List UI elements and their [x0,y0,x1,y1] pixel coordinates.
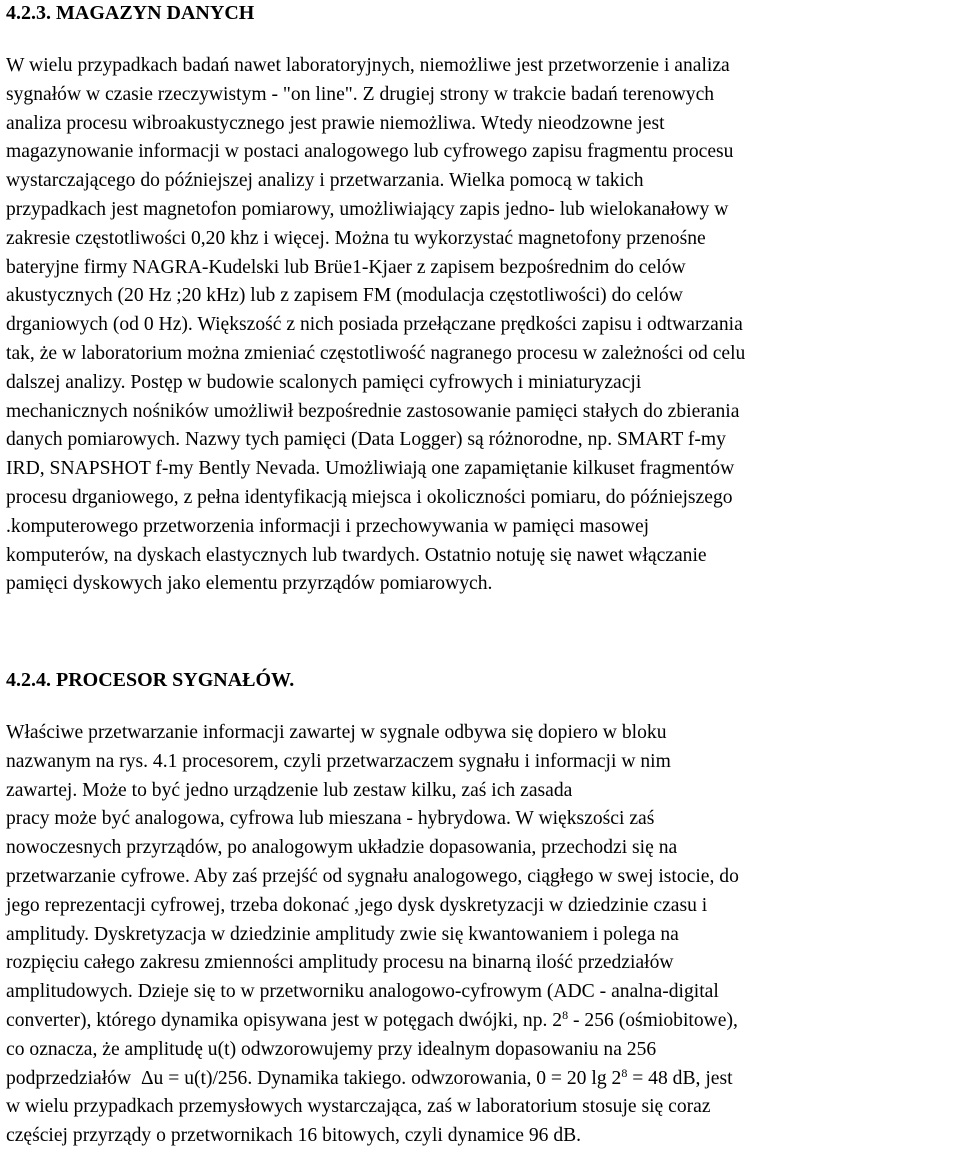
text-line: jego reprezentacji cyfrowej, trzeba dokonać ,jego dysk dyskretyzacji w dziedzinie czasu i [6,894,708,916]
text-line: procesu drganiowego, z pełna identyfikacją miejsca i okoliczności pomiaru, do późniejszego [6,486,733,508]
text-line: nazwanym na rys. 4.1 procesorem, czyli przetwarzaczem sygnału i informacji w nim [6,750,671,772]
text-line-dynamics-formula [6,1065,739,1094]
text-line: pracy może być analogowa, cyfrowa lub mieszana - hybrydowa. W większości zaś [6,808,655,830]
text-fragment: u = u(t)/256. Dynamika takiego. odwzorowania, 0 = 20 lg 2 [153,1067,622,1089]
text-line: magazynowanie informacji w postaci analogowego lub cyfrowego zapisu fragmentu procesu [6,141,734,163]
paragraph-magazyn-danych [6,52,745,599]
text-line: mechanicznych nośników umożliwił bezpośrednie zastosowanie pamięci stałych do zbierania [6,400,740,422]
section-heading-magazyn-danych: 4.2.3. MAGAZYN DANYCH [6,2,255,24]
text-fragment: - 256 (ośmiobitowe), [568,1009,738,1031]
superscript-exponent: 8 [621,1065,628,1080]
text-fragment: podprzedziałów [6,1067,141,1089]
text-line: W wielu przypadkach badań nawet laboratoryjnych, niemożliwe jest przetworzenie i analiza [6,55,730,76]
text-line: amplitudy. Dyskretyzacja w dziedzinie amplitudy zwie się kwantowaniem i polega na [6,923,679,945]
delta-symbol: Δ [140,1067,154,1089]
text-line: tak, że w laboratorium można zmieniać częstotliwość nagranego procesu w zależności od celu [6,342,746,364]
section-heading-procesor-sygnalow: 4.2.4. PROCESOR SYGNAŁÓW. [6,669,295,691]
text-line: .komputerowego przetworzenia informacji i przechowywania w pamięci masowej [6,515,650,537]
text-line: nowoczesnych przyrządów, po analogowym układzie dopasowania, przechodzi się na [6,837,678,859]
text-line: zakresie częstotliwości 0,20 khz i więcej. Można tu wykorzystać magnetofony przenośne [6,227,706,249]
text-line: częściej przyrządy o przetwornikach 16 bitowych, czyli dynamice 96 dB. [6,1125,582,1147]
text-line: amplitudowych. Dzieje się to w przetworniku analogowo-cyfrowym (ADC - analna-digital [6,981,719,1003]
text-line-power-of-two [6,1007,739,1036]
text-line: rozpięciu całego zakresu zmienności amplitudy procesu na binarną ilość przedziałów [6,952,674,974]
text-line: bateryjne firmy NAGRA-Kudelski lub Brüe1-Kjaer z zapisem bezpośrednim do celów [6,256,686,278]
superscript-exponent: 8 [562,1007,569,1022]
text-line: pamięci dyskowych jako elementu przyrządów pomiarowych. [6,573,493,595]
text-line: komputerów, na dyskach elastycznych lub twardych. Ostatnio notuję się nawet włączanie [6,544,707,566]
text-line: przetwarzanie cyfrowe. Aby zaś przejść od sygnału analogowego, ciągłego w swej istocie, do [6,865,739,887]
text-line: sygnałów w czasie rzeczywistym - "on line". Z drugiej strony w trakcie badań terenowych [6,83,715,105]
text-line: wystarczającego do późniejszej analizy i przetwarzania. Wielka pomocą w takich [6,170,644,192]
text-line: co oznacza, że amplitudę u(t) odwzorowujemy przy idealnym dopasowaniu na 256 [6,1038,657,1060]
text-line: dalszej analizy. Postęp w budowie scalonych pamięci cyfrowych i miniaturyzacji [6,371,642,393]
text-line: drganiowych (od 0 Hz). Większość z nich posiada przełączane prędkości zapisu i odtwarzania [6,314,743,336]
text-line: Właściwe przetwarzanie informacji zawartej w sygnale odbywa się dopiero w bloku [6,722,667,743]
text-line: danych pomiarowych. Nazwy tych pamięci (Data Logger) są różnorodne, np. SMART f-my [6,429,726,451]
text-fragment: converter), którego dynamika opisywana jest w potęgach dwójki, np. 2 [6,1009,563,1031]
text-line: akustycznych (20 Hz ;20 kHz) lub z zapisem FM (modulacja częstotliwości) do celów [6,285,683,307]
text-line: analiza procesu wibroakustycznego jest prawie niemożliwa. Wtedy nieodzowne jest [6,112,665,134]
text-line: przypadkach jest magnetofon pomiarowy, umożliwiający zapis jedno- lub wielokanałowy w [6,198,729,220]
text-line: w wielu przypadkach przemysłowych wystarczająca, zaś w laboratorium stosuje się coraz [6,1096,711,1118]
text-fragment: = 48 dB, jest [627,1067,733,1089]
paragraph-procesor-sygnalow [6,719,739,1151]
text-line: IRD, SNAPSHOT f-my Bently Nevada. Umożliwiają one zapamiętanie kilkuset fragmentów [6,458,735,480]
text-line: zawartej. Może to być jedno urządzenie lub zestaw kilku, zaś ich zasada [6,779,573,801]
